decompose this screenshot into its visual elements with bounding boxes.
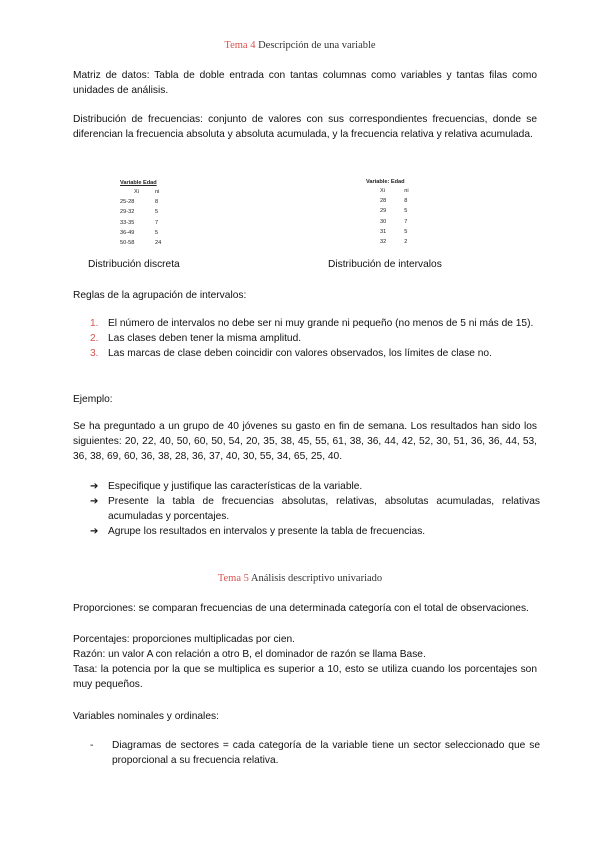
table-left [120,179,167,248]
paragraph-matriz: Matriz de datos: Tabla de doble entrada con tantas columnas como variables y tantas filas como unidades de análisis. [73,70,537,96]
section-5-number: Tema 5 [217,573,249,584]
table-right-cell: 28 [380,198,387,205]
paragraph-proporciones: Proporciones: se comparan frecuencias de una determinada categoría con el total de observaciones. [73,603,529,614]
nominal-heading: Variables nominales y ordinales: [73,711,219,722]
table-right-cell: 5 [404,228,408,235]
list-text: Especifique y justifique las características de la variable. [108,481,363,492]
rules-heading: Reglas de la agrupación de intervalos: [73,290,247,301]
rules-list [90,316,540,361]
list-text: Agrupe los resultados en intervalos y presente la tabla de frecuencias. [108,526,426,537]
table-right-header: ni [404,188,409,195]
caption-discreta: Distribución discreta [88,259,180,270]
table-right-title: Variable: Edad [366,179,405,185]
table-right-cell: 32 [380,239,387,246]
list-text: Las clases deben tener la misma amplitud. [108,333,302,344]
paragraph-distribucion: Distribución de frecuencias: conjunto de valores con sus correspondientes frecuencias, donde se diferencian la frecuencia absoluta y absoluta acumulada, y la frecuencia relativa y relativa acumulada. [73,114,537,140]
tasks-list [90,479,540,539]
table-right-header: Xi [380,188,385,195]
table-left-cell: 24 [154,240,162,247]
table-left-cell: 50-58 [120,240,135,247]
table-left-header: Xi [134,189,139,196]
list-number: 1. [90,318,99,329]
table-right-cell: 5 [404,208,408,215]
table-right-cell: 30 [380,218,387,225]
list-text: El número de intervalos no debe ser ni muy grande ni pequeño (no menos de 5 ni más de 15). [108,318,534,329]
list-text: Presente la tabla de frecuencias absolutas, relativas, absolutas acumuladas, relativas acumuladas y porcentajes. [108,496,540,522]
section-4-number: Tema 4 [224,40,256,51]
table-left-cell: 5 [154,229,159,236]
arrow-icon: ➔ [90,481,99,492]
list-number: 2. [90,333,99,344]
list-item [90,479,540,494]
arrow-icon: ➔ [90,496,99,507]
table-left-cell: 8 [154,199,159,206]
list-item [90,524,540,539]
section-4-heading [0,40,600,51]
table-left-cell: 25-28 [120,199,135,206]
table-right-cell: 29 [380,208,387,215]
paragraph-razon: Razón: un valor A con relación a otro B, el dominador de razón se llama Base. [73,649,426,660]
arrow-icon: ➔ [90,526,99,537]
table-right-cell: 2 [404,239,408,246]
table-left-cell: 29-32 [120,209,135,216]
list-text: Las marcas de clase deben coincidir con valores observados, los límites de clase no. [108,348,492,359]
list-item [90,738,540,768]
section-4-title: Descripción de una variable [258,40,376,51]
table-left-header: ni [154,189,160,196]
table-left-cell: 7 [154,219,159,226]
list-number: 3. [90,348,99,359]
paragraph-porcentajes: Porcentajes: proporciones multiplicadas por cien. [73,634,295,645]
table-left-title: Variable Edad [120,180,157,186]
dash-bullet: - [90,740,94,751]
table-left-cell: 33-35 [120,219,135,226]
table-left-cell: 5 [154,209,159,216]
table-right-cell: 31 [380,228,387,235]
list-item [90,316,540,331]
example-text: Se ha preguntado a un grupo de 40 jóvenes su gasto en fin de semana. Los resultados han sido los siguientes: 20, 22, 40, 50, 60, 50, 54, 20, 35, 38, 45, 55, 61, 38, 36, 44, 42, 52, 30, 51, 36, 36, 44, 53, 36, 38, 69, 60, 36, 38, 28, 36, 37, 40, 30, 55, 34, 65, 25, 40. [73,421,537,462]
caption-intervalos: Distribución de intervalos [328,259,442,270]
list-item [90,346,540,361]
table-right-cell: 7 [404,218,408,225]
table-left-cell: 36-49 [120,229,135,236]
dash-list [90,738,540,768]
section-5-title: Análisis descriptivo univariado [250,573,383,584]
table-right-cell: 8 [404,198,408,205]
section-5-heading [0,573,600,584]
list-item [90,494,540,524]
example-heading: Ejemplo: [73,394,113,405]
table-right [366,178,415,247]
list-text: Diagramas de sectores = cada categoría de la variable tiene un sector seleccionado que se proporcional a su frecuencia relativa. [112,740,540,766]
paragraph-tasa: Tasa: la potencia por la que se multiplica es superior a 10, esto se utiliza cuando los porcentajes son muy pequeños. [73,664,537,690]
list-item [90,331,540,346]
